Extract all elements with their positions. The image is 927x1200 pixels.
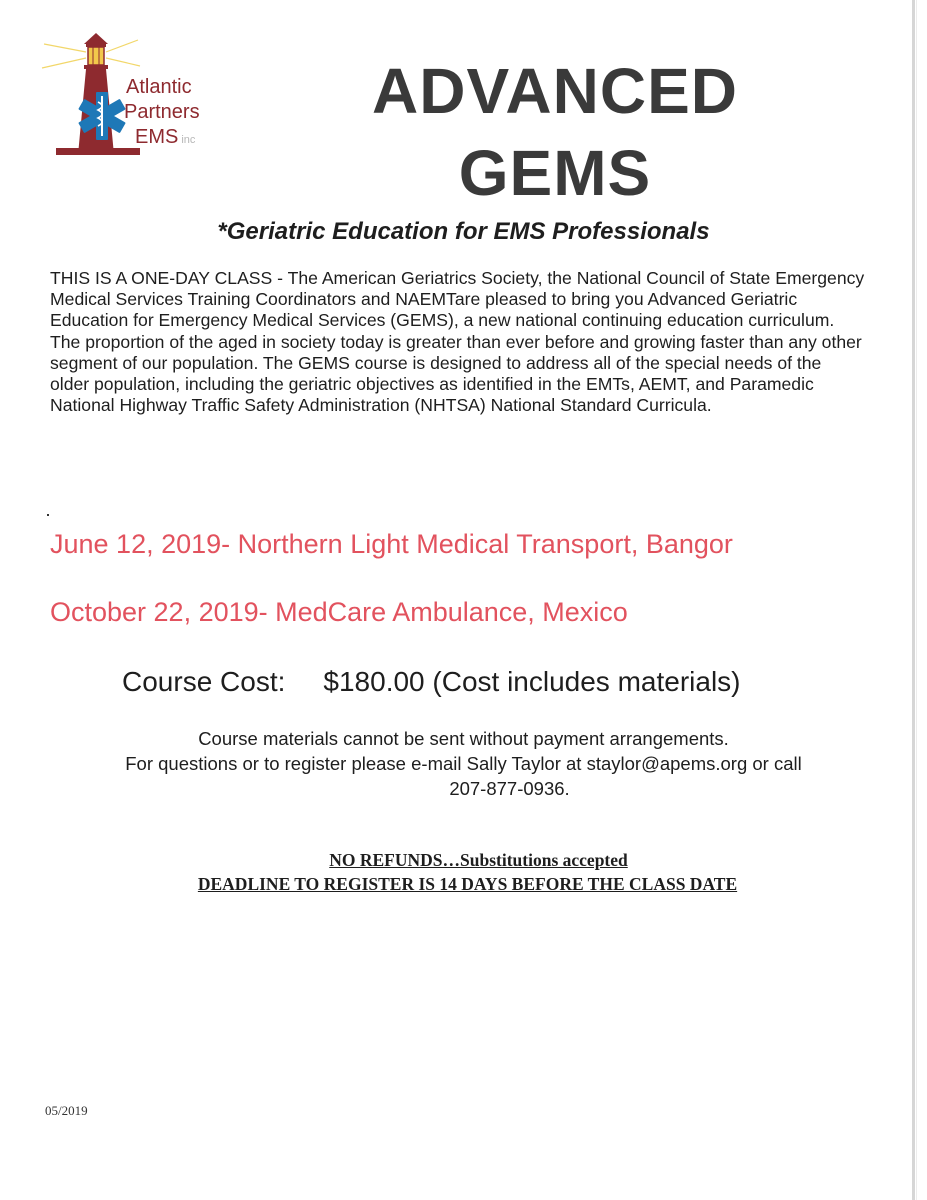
stray-dot (47, 514, 49, 516)
course-cost-value: $180.00 (Cost includes materials) (323, 666, 741, 697)
refund-policy: NO REFUNDS…Substitutions accepted (329, 850, 628, 870)
registration-terms (0, 848, 927, 896)
revision-date: 05/2019 (45, 1103, 88, 1118)
scan-edge (912, 0, 915, 1200)
page-title (300, 50, 810, 214)
contact-note: For questions or to register please e-mail Sally Taylor at staylor@apems.org or call (125, 753, 802, 774)
class-date-1: June 12, 2019- Northern Light Medical Transport, Bangor (50, 529, 733, 559)
title-line-gems: GEMS (458, 137, 652, 209)
atlantic-partners-logo (40, 30, 240, 165)
registration-notes (0, 726, 927, 801)
logo-wordmark (120, 75, 280, 153)
logo-line-ems (120, 125, 280, 153)
scan-edge-shadow (916, 0, 917, 1200)
logo-line-atlantic: Atlantic (126, 76, 192, 98)
course-cost-label: Course Cost: (122, 666, 286, 697)
subtitle: *Geriatric Education for EMS Professionals (217, 218, 710, 245)
title-line-advanced: ADVANCED (372, 55, 738, 127)
registration-deadline: DEADLINE TO REGISTER IS 14 DAYS BEFORE THE CLASS DATE (197, 874, 738, 894)
logo-inc-text: inc (181, 134, 196, 146)
contact-phone: 207-877-0936. (449, 778, 570, 799)
logo-ems-text: EMS (135, 126, 179, 148)
intro-paragraph: THIS IS A ONE-DAY CLASS - The American Geriatrics Society, the National Council of State Emergency Medical Services Training Coordinators and NAEMTare pleased to bring you Advanced Geriatric Education for Emergency Medical Services (GEMS), a new national continuing education curriculum. The proportion of the aged in society today is greater than ever before and growing faster than any other segment of our population. The GEMS course is designed to address all of the special needs of the older population, including the geriatric objectives as identified in the EMTs, AEMT, and Paramedic National Highway Traffic Safety Administration (NHTSA) National Standard Curricula. (50, 268, 865, 416)
payment-note: Course materials cannot be sent without payment arrangements. (198, 728, 729, 749)
class-date-2: October 22, 2019- MedCare Ambulance, Mexico (50, 597, 628, 627)
course-cost (122, 666, 741, 698)
logo-line-partners: Partners (124, 101, 200, 123)
